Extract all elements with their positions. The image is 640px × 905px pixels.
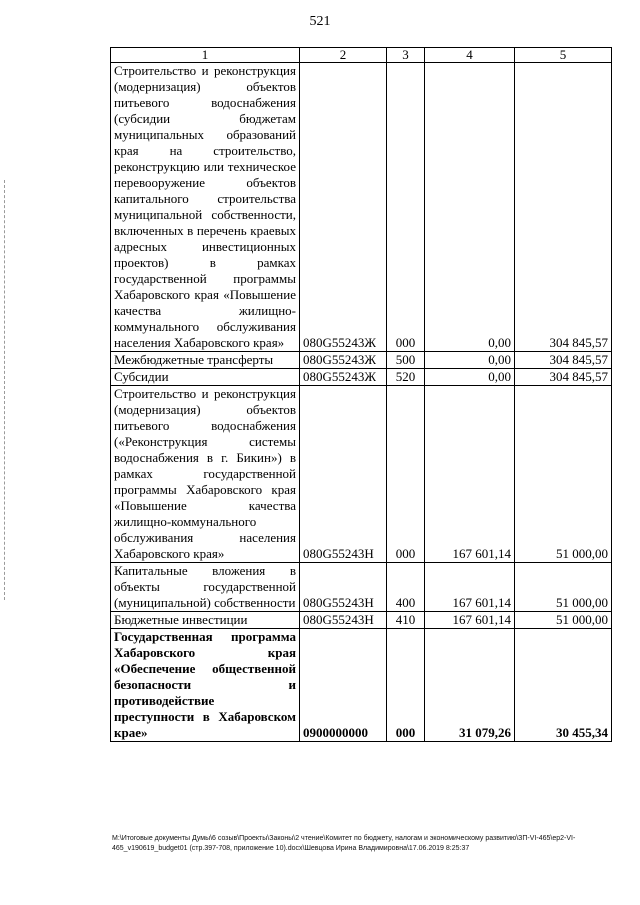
budget-table: [110, 47, 612, 742]
row-col4: 0,00: [425, 352, 515, 369]
row-vr: 000: [387, 386, 425, 563]
table-row: [111, 612, 612, 629]
table-header-row: [111, 48, 612, 63]
header-col-2: 2: [300, 48, 387, 63]
row-code: 080G55243Ж: [300, 369, 387, 386]
row-vr: 520: [387, 369, 425, 386]
row-vr: 000: [387, 63, 425, 352]
header-col-1: 1: [111, 48, 300, 63]
row-vr: 410: [387, 612, 425, 629]
row-name: Строительство и реконструкция (модернизация) объектов питьевого водоснабжения («Реконструкция системы водоснабжения в г. Бикин») в рамках государственной программы Хабаровского края «Повышение качества жилищно-коммунального обслуживания населения Хабаровского края»: [111, 386, 300, 563]
row-col5: 51 000,00: [515, 612, 612, 629]
page-number: 521: [309, 14, 331, 29]
row-code: 080G55243Н: [300, 386, 387, 563]
table-row: [111, 369, 612, 386]
row-name: Субсидии: [111, 369, 300, 386]
row-col4: 167 601,14: [425, 386, 515, 563]
table-row: [111, 563, 612, 612]
row-code: 080G55243Ж: [300, 63, 387, 352]
row-col4: 31 079,26: [425, 629, 515, 742]
margin-mark: [4, 180, 6, 600]
header-col-5: 5: [515, 48, 612, 63]
row-name: Капитальные вложения в объекты государственной (муниципальной) собственности: [111, 563, 300, 612]
row-vr: 400: [387, 563, 425, 612]
row-name: Межбюджетные трансферты: [111, 352, 300, 369]
row-col5: 304 845,57: [515, 63, 612, 352]
row-col5: 51 000,00: [515, 563, 612, 612]
table-row-program-total: [111, 629, 612, 742]
row-col5: 304 845,57: [515, 352, 612, 369]
row-code: 080G55243Н: [300, 612, 387, 629]
row-col4: 167 601,14: [425, 612, 515, 629]
row-code: 080G55243Ж: [300, 352, 387, 369]
row-name: Бюджетные инвестиции: [111, 612, 300, 629]
table-row: [111, 386, 612, 563]
row-code: 0900000000: [300, 629, 387, 742]
row-col4: 0,00: [425, 369, 515, 386]
row-vr: 000: [387, 629, 425, 742]
header-col-4: 4: [425, 48, 515, 63]
row-code: 080G55243Н: [300, 563, 387, 612]
row-col4: 0,00: [425, 63, 515, 352]
table-row: [111, 63, 612, 352]
table-row: [111, 352, 612, 369]
row-col4: 167 601,14: [425, 563, 515, 612]
row-name: Строительство и реконструкция (модернизация) объектов питьевого водоснабжения (субсидии бюджетам муниципальных образований края на строительство, реконструкцию или техническое перевооружение объектов капитального строительства муниципальной собственности, включенных в перечень краевых адресных инвестиционных проектов) в рамках государственной программы Хабаровского края «Повышение качества жилищно-коммунального обслуживания населения Хабаровского края»: [111, 63, 300, 352]
row-col5: 30 455,34: [515, 629, 612, 742]
document-path-footer: М:\Итоговые документы Думы\6 созыв\Проекты\Законы\2 чтение\Комитет по бюджету, налогам и экономическому развитию\ЗП-VI-465\ер2-VI-465_v190619_budget01 (стр.397-708, приложение 10).docx\Шевцова Ирина Владимировна\17.06.2019 8:25:37: [112, 835, 576, 852]
header-col-3: 3: [387, 48, 425, 63]
row-name: Государственная программа Хабаровского края «Обеспечение общественной безопасности и противодействие преступности в Хабаровском крае»: [111, 629, 300, 742]
row-col5: 51 000,00: [515, 386, 612, 563]
row-col5: 304 845,57: [515, 369, 612, 386]
row-vr: 500: [387, 352, 425, 369]
